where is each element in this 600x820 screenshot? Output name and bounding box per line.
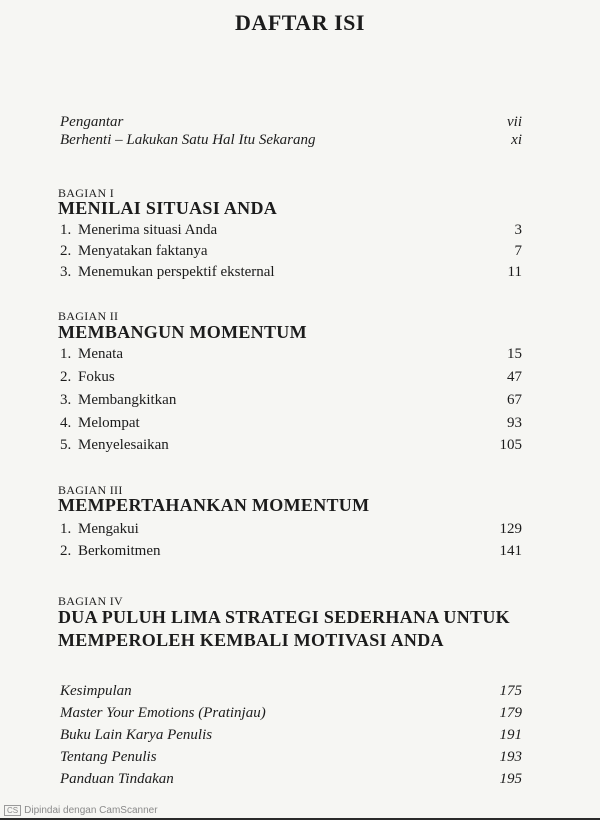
entry-page: 105	[499, 437, 522, 453]
chapter-number: 1.	[60, 222, 72, 238]
part-title: MEMBANGUN MOMENTUM	[58, 322, 307, 342]
entry-title: Tentang Penulis	[60, 749, 157, 765]
watermark-text: Dipindai dengan CamScanner	[24, 805, 158, 816]
chapter-number: 1.	[60, 521, 72, 537]
entry-title: Mengakui	[78, 521, 139, 537]
entry-page: vii	[507, 114, 522, 130]
part-label: BAGIAN II	[58, 309, 119, 323]
entry-title: Master Your Emotions (Pratinjau)	[60, 705, 266, 721]
camscanner-icon: CS	[4, 805, 21, 816]
toc-entry	[0, 749, 600, 771]
toc-entry	[0, 437, 600, 459]
part-title: MENILAI SITUASI ANDA	[58, 198, 278, 218]
part-title: MEMPEROLEH KEMBALI MOTIVASI ANDA	[58, 630, 444, 650]
toc-entry	[0, 727, 600, 749]
entry-title: Menemukan perspektif eksternal	[78, 264, 275, 280]
entry-title: Kesimpulan	[60, 683, 132, 699]
toc-entry	[0, 346, 600, 368]
scanner-watermark	[4, 805, 158, 816]
chapter-number: 3.	[60, 264, 72, 280]
entry-title: Berkomitmen	[78, 543, 161, 559]
toc-entry	[0, 243, 600, 265]
part-title: MEMPERTAHANKAN MOMENTUM	[58, 495, 370, 515]
entry-title: Melompat	[78, 415, 140, 431]
part-label: BAGIAN I	[58, 186, 115, 200]
chapter-number: 1.	[60, 346, 72, 362]
part-title: DUA PULUH LIMA STRATEGI SEDERHANA UNTUK	[58, 607, 510, 627]
entry-title: Menerima situasi Anda	[78, 222, 218, 238]
entry-page: 93	[507, 415, 522, 431]
entry-page: 3	[514, 222, 522, 238]
toc-entry	[0, 264, 600, 286]
entry-page: 175	[499, 683, 522, 699]
toc-entry	[0, 392, 600, 414]
entry-title: Fokus	[78, 369, 115, 385]
entry-title: Menyatakan faktanya	[78, 243, 208, 259]
entry-page: 179	[499, 705, 522, 721]
entry-title: Berhenti – Lakukan Satu Hal Itu Sekarang	[60, 132, 316, 148]
entry-title: Panduan Tindakan	[60, 771, 174, 787]
toc-entry	[0, 222, 600, 244]
entry-page: 141	[499, 543, 522, 559]
toc-entry	[0, 369, 600, 391]
toc-entry	[0, 683, 600, 705]
entry-title: Menata	[78, 346, 123, 362]
chapter-number: 2.	[60, 243, 72, 259]
entry-page: 47	[507, 369, 522, 385]
entry-page: 191	[499, 727, 522, 743]
entry-title: Buku Lain Karya Penulis	[60, 727, 213, 743]
entry-page: xi	[511, 132, 522, 148]
chapter-number: 4.	[60, 415, 72, 431]
toc-entry	[0, 543, 600, 565]
chapter-number: 3.	[60, 392, 72, 408]
part-label: BAGIAN III	[58, 483, 123, 497]
chapter-number: 5.	[60, 437, 72, 453]
part-label: BAGIAN IV	[58, 594, 124, 608]
chapter-number: 2.	[60, 369, 72, 385]
page-title: DAFTAR ISI	[235, 10, 365, 35]
entry-title: Pengantar	[60, 114, 124, 130]
toc-entry	[0, 415, 600, 437]
toc-entry	[0, 771, 600, 793]
entry-page: 11	[507, 264, 522, 280]
entry-page: 193	[499, 749, 522, 765]
chapter-number: 2.	[60, 543, 72, 559]
entry-page: 195	[499, 771, 522, 787]
entry-page: 129	[499, 521, 522, 537]
toc-entry	[0, 521, 600, 543]
entry-page: 15	[507, 346, 522, 362]
toc-entry	[0, 705, 600, 727]
entry-page: 67	[507, 392, 522, 408]
entry-title: Menyelesaikan	[78, 437, 169, 453]
entry-title: Membangkitkan	[78, 392, 177, 408]
toc-entry	[0, 132, 600, 154]
entry-page: 7	[514, 243, 522, 259]
